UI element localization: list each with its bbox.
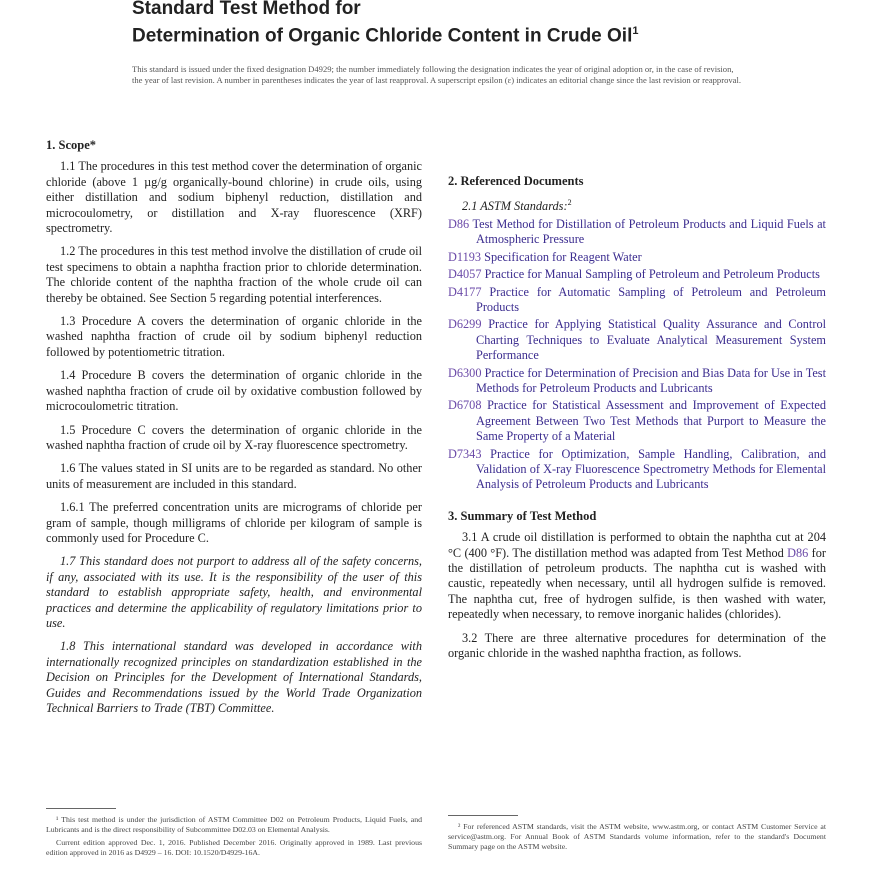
reference-title[interactable]: Test Method for Distillation of Petroleum Products and Liquid Fuels at Atmospheric Pressure — [472, 216, 826, 247]
section-heading-scope: 1. Scope* — [46, 138, 96, 152]
paragraph-1-1: 1.1 The procedures in this test method cover the determination of organic chloride (above 1 µg/g organically-bound chlorine) in crude oils, using either distillation and sodium biphenyl reduction, distillation and microcoulometry, or distillation and X-ray fluorescence (XRF) spectrometry. — [46, 159, 422, 236]
title-line-2 — [132, 20, 832, 47]
reference-title[interactable]: Practice for Manual Sampling of Petroleum and Petroleum Products — [484, 267, 820, 282]
paragraph-3-1-start: 3.1 A crude oil distillation is performed to obtain the naphtha cut at 204 °C (400 °F). The distillation method was adapted from Test Method — [448, 530, 826, 560]
section-gap — [448, 495, 826, 509]
reference-item[interactable] — [448, 267, 826, 282]
reference-item[interactable] — [448, 250, 826, 265]
designation-note: This standard is issued under the fixed designation D4929; the number immediately following the designation indicates the year of original adoption or, in the case of revision, the year of last revision. A number in parentheses indicates the year of last reapproval. A superscript epsilon (ε) indicates an editorial change since the last revision or reapproval. — [132, 64, 742, 85]
footnote-rule-left — [46, 808, 116, 809]
reference-code[interactable]: D7343 — [448, 446, 482, 461]
astm-standards-label: 2.1 ASTM Standards: — [462, 199, 568, 214]
continuation-spacer — [448, 122, 826, 174]
reference-item[interactable] — [448, 366, 826, 397]
reference-title[interactable]: Practice for Statistical Assessment and Improvement of Expected Agreement Between Two Test Methods that Purport to Measure the Same Property of a Material — [476, 398, 826, 444]
reference-item[interactable] — [448, 285, 826, 316]
paragraph-3-2: 3.2 There are three alternative procedures for determination of the organic chloride in the washed naphtha fraction, as follows. — [448, 630, 826, 661]
paragraph-1-7: 1.7 This standard does not purport to address all of the safety concerns, if any, associated with its use. It is the responsibility of the user of this standard to establish appropriate safety, health, and environmental practices and determine the applicability of regulatory limitations prior to use. — [46, 554, 422, 630]
paragraph-3-1 — [448, 530, 826, 622]
reference-code[interactable]: D6299 — [448, 317, 482, 332]
title-footnote-mark[interactable]: 1 — [632, 25, 639, 37]
reference-code[interactable]: D1193 — [448, 249, 482, 264]
footnotes-right — [448, 822, 826, 855]
right-column — [448, 122, 826, 669]
astm-standards-footnote-mark[interactable]: 2 — [567, 198, 572, 208]
reference-title[interactable]: Practice for Optimization, Sample Handling, Calibration, and Validation of X-ray Fluorescence Spectrometry Methods for Elemental Analysis of Petroleum Products and Lubricants — [476, 446, 826, 492]
reference-item[interactable] — [448, 217, 826, 248]
reference-code[interactable]: D6300 — [448, 365, 482, 380]
reference-code[interactable]: D86 — [448, 216, 470, 231]
title-block — [132, 0, 832, 47]
paragraph-1-6: 1.6 The values stated in SI units are to be regarded as standard. No other units of measurement are included in this standard. — [46, 461, 422, 491]
reference-item[interactable] — [448, 447, 826, 493]
paragraph-1-4: 1.4 Procedure B covers the determination of organic chloride in the washed naphtha fraction of crude oil by oxidative combustion followed by microcoulometric titration. — [46, 368, 422, 414]
paragraph-1-8: 1.8 This international standard was developed in accordance with internationally recognized principles on standardization established in the Decision on Principles for the Development of International Standards, Guides and Recommendations issued by the World Trade Organization Technical Barriers to Trade (TBT) Committee. — [46, 639, 422, 715]
paragraph-1-3: 1.3 Procedure A covers the determination of organic chloride in the washed naphtha fraction of crude oil by sodium biphenyl reduction followed by potentiometric titration. — [46, 314, 422, 359]
d86-link[interactable]: D86 — [787, 545, 809, 560]
paragraph-3-1-end: for the distillation of petroleum products. The naphtha cut is washed with caustic, repeatedly when necessary, until all hydrogen sulfide is removed. The naphtha cut, free of hydrogen sulfide, is then washed with water, repeatedly when necessary, to remove inorganic halides (chlorides). — [448, 545, 826, 622]
section-heading-summary: 3. Summary of Test Method — [448, 508, 597, 523]
reference-list — [448, 217, 826, 493]
left-column — [46, 138, 422, 715]
reference-code[interactable]: D4177 — [448, 284, 482, 299]
reference-item[interactable] — [448, 398, 826, 444]
reference-title[interactable]: Practice for Determination of Precision and Bias Data for Use in Test Methods for Petroleum Products and Lubricants — [476, 365, 827, 395]
footnote-1: ¹ This test method is under the jurisdiction of ASTM Committee D02 on Petroleum Products, Liquid Fuels, and Lubricants and is the direct responsibility of Subcommittee D02.03 on Elemental Analysis. — [46, 815, 422, 834]
paragraph-1-2: 1.2 The procedures in this test method involve the distillation of crude oil test specimens to obtain a naphtha fraction prior to chloride determination. The chloride content of the naphtha fraction of the whole crude oil can thereby be obtained. See Section 5 regarding potential interferences. — [46, 244, 422, 305]
footnote-edition: Current edition approved Dec. 1, 2016. Published December 2016. Originally approved in 1989. Last previous edition approved in 2016 as D4929 – 16. DOI: 10.1520/D4929-16A. — [46, 838, 422, 857]
paragraph-1-5: 1.5 Procedure C covers the determination of organic chloride in the washed naphtha fraction of crude oil by X-ray fluorescence spectrometry. — [46, 422, 422, 452]
reference-title[interactable]: Practice for Automatic Sampling of Petroleum and Petroleum Products — [476, 284, 826, 314]
reference-title[interactable]: Practice for Applying Statistical Quality Assurance and Control Charting Techniques to Evaluate Analytical Measurement System Performance — [476, 317, 827, 363]
astm-standards-intro — [448, 195, 826, 215]
footnote-rule-right — [448, 815, 518, 816]
title-line-1: Standard Test Method for — [132, 0, 361, 19]
reference-code[interactable]: D6708 — [448, 398, 482, 413]
footnotes-left — [46, 815, 422, 861]
paragraph-1-6-1: 1.6.1 The preferred concentration units are micrograms of chloride per gram of sample, though milligrams of chloride per kilogram of sample is commonly used for Procedure C. — [46, 500, 422, 545]
title-text: Determination of Organic Chloride Content in Crude Oil — [132, 25, 633, 47]
reference-item[interactable] — [448, 317, 826, 363]
section-heading-referenced-documents: 2. Referenced Documents — [448, 174, 584, 188]
reference-code[interactable]: D4057 — [448, 267, 482, 282]
reference-title[interactable]: Specification for Reagent Water — [484, 249, 642, 264]
footnote-2: ² For referenced ASTM standards, visit the ASTM website, www.astm.org, or contact ASTM Customer Service at service@astm.org. For Annual Book of ASTM Standards volume information, refer to the standard's Document Summary page on the ASTM website. — [448, 822, 826, 851]
